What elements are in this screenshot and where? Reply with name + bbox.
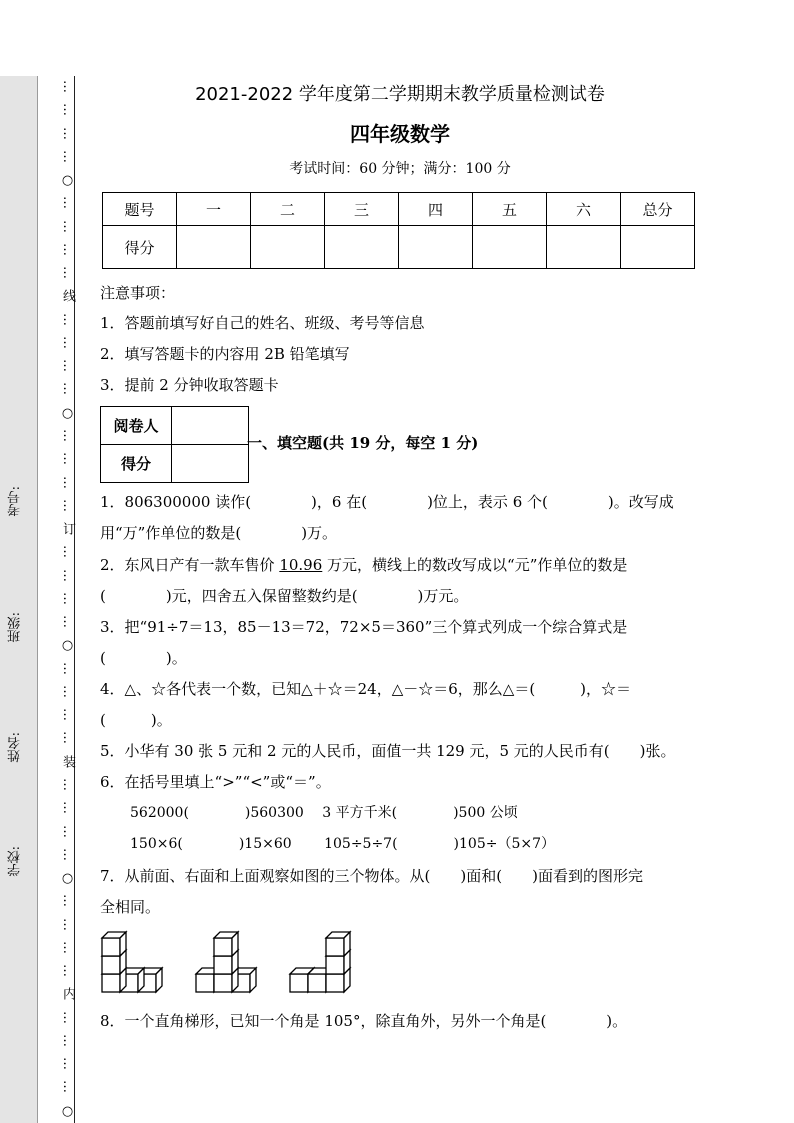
question-4-line-2: ( )。 — [100, 711, 172, 729]
question-6-row-2: 150×6( )15×60 105÷5÷7( )105÷（5×7） — [130, 836, 556, 852]
q2-text: 万元，横线上的数改写成以“元”作单位的数是 — [322, 556, 628, 574]
object-1 — [102, 932, 162, 992]
score-table-score-row — [103, 226, 695, 269]
score-cell[interactable] — [547, 226, 621, 269]
binding-mark: … — [60, 918, 75, 931]
score-col-4: 四 — [399, 193, 473, 226]
student-info-sidebar — [0, 76, 38, 1123]
score-cell[interactable] — [325, 226, 399, 269]
score-cell[interactable] — [251, 226, 325, 269]
question-3-line-2: ( )。 — [100, 649, 187, 667]
score-cell[interactable] — [399, 226, 473, 269]
binding-mark: … — [60, 196, 75, 209]
binding-mark: … — [60, 731, 75, 744]
binding-mark: … — [60, 801, 75, 814]
score-col-3: 三 — [325, 193, 399, 226]
binding-mark: … — [60, 429, 75, 442]
binding-mark: … — [60, 127, 75, 140]
binding-mark: … — [60, 592, 75, 605]
question-7-line-2: 全相同。 — [100, 898, 161, 916]
binding-mark: 线 — [60, 289, 75, 302]
binding-mark: … — [60, 1034, 75, 1047]
exam-number-label: 考号: — [8, 486, 23, 517]
score-col-label: 题号 — [103, 193, 177, 226]
binding-mark: ○ — [60, 1104, 75, 1119]
score-table-header-row — [103, 193, 695, 226]
binding-mark: … — [60, 685, 75, 698]
score-cell[interactable] — [177, 226, 251, 269]
binding-mark: ○ — [60, 638, 75, 653]
binding-mark: … — [60, 1080, 75, 1093]
binding-mark: … — [60, 894, 75, 907]
name-label: 姓名: — [8, 732, 23, 763]
reviewer-label: 阅卷人 — [101, 407, 172, 445]
binding-mark: … — [60, 266, 75, 279]
notes-heading: 注意事项： — [100, 284, 176, 302]
q2-text: 2．东风日产有一款车售价 — [100, 556, 280, 574]
score-cell[interactable] — [473, 226, 547, 269]
question-8: 8．一个直角梯形，已知一个角是 105°，除直角外，另外一个角是( )。 — [100, 1012, 628, 1030]
score-col-2: 二 — [251, 193, 325, 226]
score-cell[interactable] — [621, 226, 695, 269]
binding-mark: 订 — [60, 522, 75, 535]
binding-mark: … — [60, 708, 75, 721]
question-6-row-1: 562000( )560300 3 平方千米( )500 公顷 — [130, 805, 518, 821]
binding-mark: ○ — [60, 406, 75, 421]
binding-mark: … — [60, 662, 75, 675]
binding-mark: … — [60, 150, 75, 163]
question-6: 6．在括号里填上“>”“<”或“＝”。 — [100, 773, 331, 791]
note-item: 2．填写答题卡的内容用 2B 铅笔填写 — [100, 345, 350, 363]
note-item: 1．答题前填写好自己的姓名、班级、考号等信息 — [100, 314, 425, 332]
binding-mark: … — [60, 103, 75, 116]
question-4-line-1: 4．△、☆各代表一个数，已知△＋☆＝24，△－☆＝6，那么△＝( )，☆＝ — [100, 680, 632, 698]
object-2 — [196, 932, 256, 992]
binding-mark: … — [60, 615, 75, 628]
score-col-total: 总分 — [621, 193, 695, 226]
binding-mark: … — [60, 336, 75, 349]
binding-mark: 内 — [60, 987, 75, 1000]
binding-mark: … — [60, 1011, 75, 1024]
grader-box — [100, 406, 249, 483]
binding-mark: … — [60, 1057, 75, 1070]
note-item: 3．提前 2 分钟收取答题卡 — [100, 376, 279, 394]
binding-mark: … — [60, 569, 75, 582]
score-row-label: 得分 — [103, 226, 177, 269]
section-heading: 一、填空题(共 19 分，每空 1 分) — [247, 434, 479, 452]
q2-underlined-number: 10.96 — [279, 556, 323, 574]
question-2-line-1 — [100, 555, 627, 575]
exam-info: 考试时间：60 分钟；满分：100 分 — [289, 161, 511, 177]
binding-mark: ○ — [60, 173, 75, 188]
grader-score-cell[interactable] — [172, 445, 249, 483]
binding-mark: … — [60, 313, 75, 326]
binding-line-column — [38, 76, 75, 1123]
score-col-5: 五 — [473, 193, 547, 226]
object-3 — [290, 932, 350, 992]
school-label: 学校: — [8, 846, 23, 877]
binding-mark: … — [60, 382, 75, 395]
question-5: 5．小华有 30 张 5 元和 2 元的人民币，面值一共 129 元，5 元的人民币有( )张。 — [100, 742, 676, 760]
binding-mark: … — [60, 499, 75, 512]
binding-mark: … — [60, 220, 75, 233]
binding-mark: … — [60, 964, 75, 977]
score-col-1: 一 — [177, 193, 251, 226]
binding-mark: … — [60, 825, 75, 838]
binding-mark: … — [60, 80, 75, 93]
binding-mark: 装 — [60, 755, 75, 768]
binding-mark: … — [60, 778, 75, 791]
binding-mark: ○ — [60, 871, 75, 886]
class-label: 班级: — [8, 612, 23, 643]
binding-mark: … — [60, 545, 75, 558]
question-1-line-2: 用“万”作单位的数是( )万。 — [100, 524, 338, 542]
grader-score-label: 得分 — [101, 445, 172, 483]
reviewer-cell[interactable] — [172, 407, 249, 445]
question-7-line-1: 7．从前面、右面和上面观察如图的三个物体。从( )面和( )面看到的图形完 — [100, 867, 643, 885]
score-col-6: 六 — [547, 193, 621, 226]
binding-mark: … — [60, 941, 75, 954]
question-2-line-2: ( )元，四舍五入保留整数约是( )万元。 — [100, 587, 469, 605]
question-3-line-1: 3．把“91÷7＝13，85－13＝72，72×5＝360”三个算式列成一个综合算式是 — [100, 618, 628, 636]
question-1-line-1: 1．806300000 读作( )，6 在( )位上，表示 6 个( )。改写成 — [100, 493, 674, 511]
binding-mark: … — [60, 848, 75, 861]
binding-mark: … — [60, 452, 75, 465]
binding-mark: … — [60, 359, 75, 372]
score-table — [102, 192, 695, 269]
cube-figures — [96, 926, 376, 998]
subject-title: 四年级数学 — [350, 122, 450, 146]
binding-mark: … — [60, 243, 75, 256]
exam-title: 2021-2022 学年度第二学期期末教学质量检测试卷 — [195, 84, 605, 105]
binding-mark: … — [60, 476, 75, 489]
